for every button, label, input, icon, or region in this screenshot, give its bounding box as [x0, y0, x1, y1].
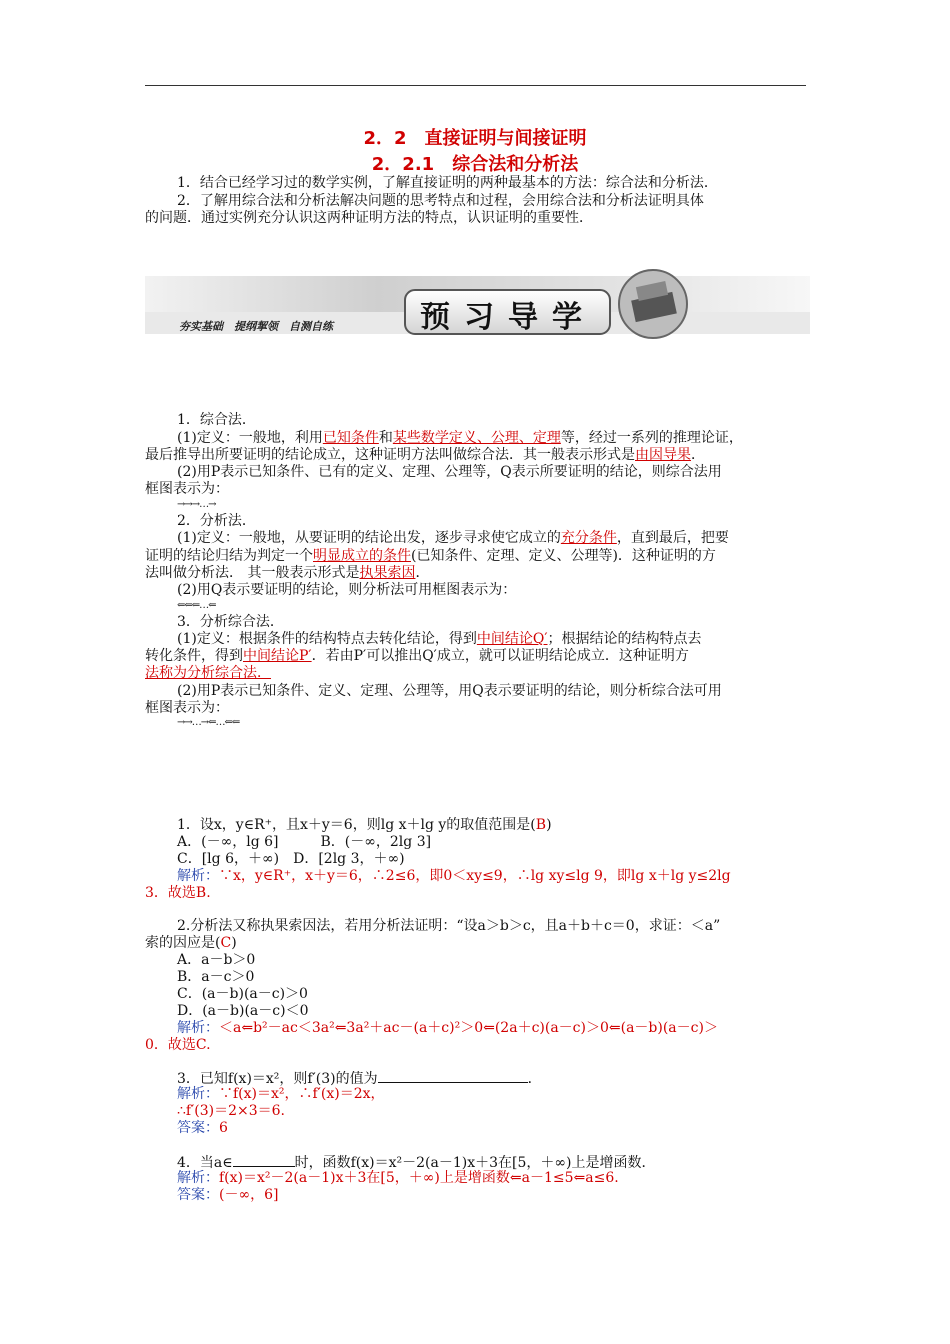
banner-right-text: 预习导学 [420, 300, 596, 335]
banner-left-text: 夯实基础 提纲挈领 自测自练 [179, 320, 333, 333]
s3-arrow-chain: →→…→⇐…⇐⇐ [177, 717, 240, 728]
q2-stem-line1: 2.分析法又称执果索因法，若用分析法证明：“设a＞b＞c，且a＋b＋c＝0，求证：＜a” [177, 918, 721, 934]
goal-3: 的问题．通过实例充分认识这两种证明方法的特点，认识证明的重要性． [145, 210, 593, 226]
s2-arrow-chain: ⇐⇐⇐…⇐ [177, 600, 216, 611]
s3-diagram-line1: (2)用P表示已知条件、定义、定理、公理等，用Q表示要证明的结论，则分析综合法可用 [177, 683, 722, 699]
preview-banner [145, 268, 810, 340]
goal-1: 1．结合已经学习过的数学实例，了解直接证明的两种最基本的方法：综合法和分析法． [177, 175, 718, 191]
s2-definition-line1: (1)定义：一般地，从要证明的结论出发，逐步寻求使它成立的充分条件，直到最后，把要 [177, 530, 729, 546]
q1-options-ab: A．(－∞，lg 6] B．(－∞，2lg 3] [177, 834, 432, 850]
subsection-title: 2．2.1 综合法和分析法 [371, 154, 579, 175]
q2-stem-line2: 索的因应是(C) [145, 935, 237, 951]
q4-stem: 4．当a∈ 时，函数f(x)＝x²－2(a－1)x＋3在[5，＋∞)上是增函数． [145, 1152, 842, 1172]
q1-stem: 1．设x，y∈R⁺，且x＋y＝6，则lg x＋lg y的取值范围是(B) [177, 817, 552, 833]
s1-heading: 1．综合法． [177, 412, 256, 428]
q1-solution-line1: 解析：∵x，y∈R⁺，x＋y＝6，∴2≤6，即0＜xy≤9，∴lg xy≤lg 9，即lg x＋lg y≤2lg [177, 868, 731, 884]
q2-solution-line1: 解析：＜a⇐b²－ac＜3a²⇐3a²＋ac－(a＋c)²＞0⇐(2a＋c)(a－c)＞0⇐(a－b)(a－c)＞ [177, 1020, 718, 1036]
q1-solution-line2: 3．故选B. [145, 885, 211, 901]
s2-heading: 2．分析法． [177, 513, 256, 529]
s1-definition-line1: (1)定义：一般地，利用已知条件和某些数学定义、公理、定理等，经过一系列的推理论证， [177, 430, 743, 446]
s1-diagram-line2: 框图表示为： [145, 481, 229, 497]
s2-diagram-line: (2)用Q表示要证明的结论，则分析法可用框图表示为： [177, 582, 517, 598]
s2-definition-line2: 证明的结论归结为判定一个明显成立的条件(已知条件、定理、定义、公理等)．这种证明的方 [145, 548, 716, 564]
s3-heading: 3．分析综合法． [177, 614, 284, 630]
q2-option-a: A．a－b＞0 [177, 952, 256, 968]
book-hat-icon [621, 272, 685, 336]
goal-2: 2．了解用综合法和分析法解决问题的思考特点和过程，会用综合法和分析法证明具体 [177, 193, 704, 209]
q2-option-b: B．a－c＞0 [177, 969, 255, 985]
q4-solution: 解析：f(x)＝x²－2(a－1)x＋3在[5，＋∞)上是增函数⇐a－1≤5⇐a≤6. [177, 1170, 619, 1186]
s1-arrow-chain: →→→…→ [177, 499, 216, 510]
q3-solution-line1: 解析：∵f(x)＝x²，∴f′(x)＝2x， [177, 1086, 385, 1102]
q3-solution-line2: ∴f′(3)＝2×3＝6. [177, 1103, 286, 1119]
s3-diagram-line2: 框图表示为： [145, 700, 229, 716]
section-title: 2．2 直接证明与间接证明 [363, 128, 587, 149]
q1-options-cd: C．[lg 6，＋∞) D．[2lg 3，＋∞) [177, 851, 405, 867]
s1-definition-line2: 最后推导出所要证明的结论成立，这种证明方法叫做综合法．其一般表示形式是由因导果． [145, 447, 705, 463]
s3-definition-line3: 法称为分析综合法． [145, 665, 271, 681]
s1-diagram-line1: (2)用P表示已知条件、已有的定义、定理、公理等，Q表示所要证明的结论，则综合法用 [177, 464, 722, 480]
q2-option-d: D．(a－b)(a－c)＜0 [177, 1003, 309, 1019]
q3-answer: 答案：6 [177, 1120, 228, 1136]
header-rule [145, 85, 806, 86]
q4-answer-blank [233, 1152, 295, 1167]
q3-stem: 3．已知f(x)＝x²，则f′(3)的值为 ． [145, 1068, 842, 1088]
q2-solution-line2: 0．故选C. [145, 1037, 211, 1053]
q3-answer-blank [378, 1068, 528, 1083]
q2-option-c: C．(a－b)(a－c)＞0 [177, 986, 308, 1002]
s2-definition-line3: 法叫做分析法． 其一般表示形式是执果索因． [145, 565, 430, 581]
q4-answer: 答案：(－∞，6] [177, 1187, 279, 1203]
s3-definition-line2: 转化条件，得到中间结论P′．若由P′可以推出Q′成立，就可以证明结论成立．这种证明方 [145, 648, 689, 664]
s3-definition-line1: (1)定义：根据条件的结构特点去转化结论，得到中间结论Q′；根据结论的结构特点去 [177, 631, 702, 647]
